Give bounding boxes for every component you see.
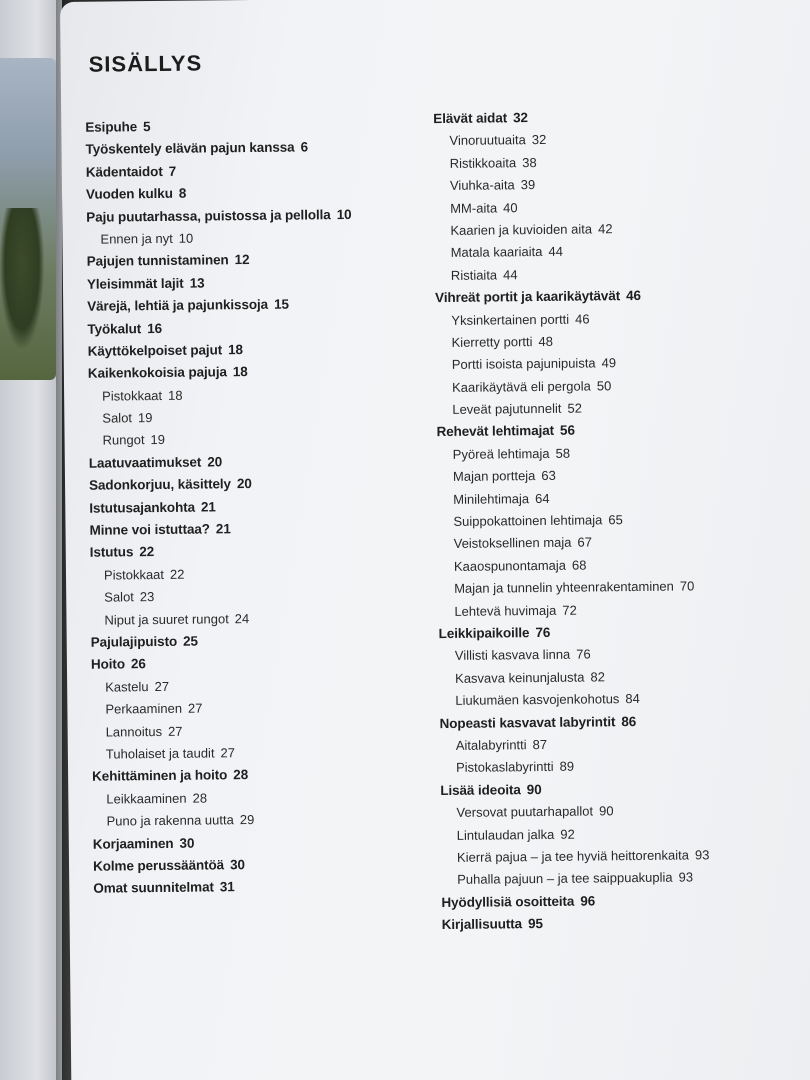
toc-page-number: 18 — [168, 387, 183, 403]
toc-page-number: 86 — [621, 713, 637, 729]
toc-entry-title: Majan portteja — [452, 468, 536, 485]
toc-page-number: 89 — [559, 758, 575, 775]
toc-entry-title: Korjaaminen — [92, 835, 174, 852]
toc-entry — [442, 910, 810, 936]
toc-page-number: 49 — [601, 355, 617, 371]
toc-entry-title: Kirjallisuutta — [441, 916, 523, 933]
toc-entry-title: Kastelu — [105, 678, 149, 695]
toc-page-number: 21 — [200, 499, 216, 515]
contents-page — [60, 0, 810, 1080]
toc-page-number: 22 — [139, 544, 155, 560]
toc-page-number: 67 — [577, 534, 593, 551]
toc-entry-title: Hyödyllisiä osoitteita — [441, 893, 575, 910]
toc-page-number: 76 — [576, 646, 591, 663]
toc-entry-title: Paju puutarhassa, puistossa ja pellolla — [86, 206, 331, 225]
toc-entry — [93, 874, 433, 900]
toc-page-number: 30 — [179, 835, 195, 851]
toc-entry-title: Hoito — [90, 656, 126, 673]
toc-entry-title: Suippokattoinen lehtimaja — [453, 512, 603, 529]
toc-page-number: 6 — [300, 139, 309, 155]
toc-entry-title: Vihreät portit ja kaarikäytävät — [435, 288, 621, 306]
toc-entry-title: Elävät aidat — [433, 110, 508, 127]
page-title: SISÄLLYS — [88, 50, 203, 77]
toc-entry-title: Istutusajankohta — [89, 499, 196, 516]
toc-entry-title: Työkalut — [87, 320, 142, 337]
toc-entry-title: Kaaospunontamaja — [453, 557, 567, 574]
toc-entry-title: Yleisimmät lajit — [86, 275, 184, 292]
toc-page-number: 10 — [178, 230, 194, 246]
toc-entry-title: MM-aita — [450, 199, 498, 216]
toc-page-number: 90 — [599, 803, 614, 819]
toc-page-number: 22 — [169, 566, 185, 582]
toc-page-number: 32 — [531, 132, 547, 148]
toc-entry-title: Rehevät lehtimajat — [436, 423, 555, 440]
toc-entry-title: Nopeasti kasvavat labyrintit — [439, 713, 616, 731]
toc-page-number: 52 — [567, 400, 582, 416]
toc-page-number: 21 — [215, 521, 231, 537]
toc-entry-title: Lannoitus — [105, 723, 163, 740]
toc-entry-title: Laatuvaatimukset — [88, 454, 202, 471]
toc-entry-title: Majan ja tunnelin yhteenrakentaminen — [454, 578, 674, 597]
toc-entry-title: Esipuhe — [85, 119, 138, 135]
toc-right-column — [433, 104, 810, 936]
toc-page-number: 7 — [168, 163, 177, 179]
toc-page-number: 16 — [147, 320, 163, 336]
toc-entry-title: Värejä, lehtiä ja pajunkissoja — [87, 296, 269, 314]
toc-page-number: 63 — [541, 468, 556, 484]
toc-entry-title: Matala kaariaita — [450, 244, 543, 261]
toc-page-number: 87 — [532, 736, 548, 753]
toc-entry-title: Kierretty portti — [451, 333, 533, 350]
toc-page-number: 15 — [273, 296, 289, 312]
toc-page-number: 92 — [560, 826, 575, 842]
toc-page-number: 10 — [336, 206, 352, 222]
toc-page-number: 46 — [626, 288, 642, 304]
toc-entry-title: Puno ja rakenna uutta — [106, 812, 234, 829]
toc-page-number: 76 — [535, 624, 551, 641]
toc-page-number: 27 — [220, 745, 236, 761]
toc-page-number: 70 — [679, 578, 695, 594]
toc-page-number: 23 — [139, 589, 155, 605]
toc-entry-title: Liukumäen kasvojenkohotus — [455, 691, 620, 709]
toc-entry-title: Kolme perussääntöä — [92, 857, 225, 874]
toc-page-number: 65 — [608, 512, 623, 528]
toc-page-number: 48 — [538, 333, 554, 349]
toc-entry-title: Lisää ideoita — [440, 781, 521, 798]
toc-entry-title: Pistokaslabyrintti — [455, 759, 554, 776]
toc-entry-title: Ennen ja nyt — [100, 230, 173, 247]
toc-entry-title: Aitalabyrintti — [455, 737, 527, 753]
toc-page-number: 29 — [239, 812, 255, 828]
toc-entry-title: Kierrä pajua – ja tee hyviä heittorenkaita — [456, 847, 690, 865]
toc-page-number: 93 — [678, 869, 694, 885]
toc-entry-title: Lintulaudan jalka — [456, 826, 555, 843]
toc-page-number: 40 — [503, 199, 518, 215]
toc-page-number: 82 — [590, 669, 606, 685]
toc-entry-title: Kaarikäytävä eli pergola — [451, 378, 591, 395]
toc-page-number: 46 — [575, 310, 590, 327]
toc-entry-title: Pyöreä lehtimaja — [452, 445, 550, 462]
toc-page-number: 39 — [520, 177, 536, 193]
toc-page-number: 5 — [143, 119, 151, 135]
toc-page-number: 44 — [503, 266, 518, 283]
toc-entry-title: Pajujen tunnistaminen — [86, 252, 229, 270]
toc-page-number: 95 — [527, 916, 543, 932]
toc-entry-title: Vinoruutuaita — [449, 132, 526, 149]
toc-entry-title: Yksinkertainen portti — [451, 311, 570, 328]
toc-entry-title: Ristikkoaita — [449, 155, 517, 171]
landscape-photo — [0, 58, 56, 380]
toc-entry-title: Kädentaidot — [85, 163, 163, 180]
toc-entry-title: Pistokkaat — [103, 566, 165, 583]
toc-page-number: 24 — [234, 610, 250, 626]
toc-entry-title: Käyttökelpoiset pajut — [87, 342, 223, 359]
toc-page-number: 25 — [182, 633, 198, 649]
toc-page-number: 27 — [187, 700, 203, 716]
toc-page-number: 64 — [535, 490, 550, 506]
toc-page-number: 50 — [596, 377, 612, 394]
toc-page-number: 28 — [192, 790, 208, 806]
toc-entry-title: Vuoden kulku — [85, 186, 173, 202]
toc-page-number: 42 — [597, 221, 613, 237]
toc-entry-title: Veistoksellinen maja — [453, 535, 572, 552]
toc-entry-title: Lehtevä huvimaja — [454, 602, 557, 619]
toc-entry-title: Tuholaiset ja taudit — [105, 745, 215, 762]
toc-page-number: 20 — [207, 454, 223, 470]
toc-entry-title: Salot — [104, 589, 134, 605]
toc-page-number: 18 — [228, 342, 243, 358]
toc-page-number: 27 — [167, 723, 183, 739]
toc-entry-title: Kaarien ja kuvioiden aita — [450, 221, 593, 238]
left-page-edge — [0, 0, 62, 1080]
toc-entry-title: Perkaaminen — [105, 700, 183, 717]
toc-entry-title: Työskentely elävän pajun kanssa — [85, 139, 295, 158]
toc-entry-title: Kehittäminen ja hoito — [92, 767, 228, 785]
toc-entry-title: Pajulajipuisto — [90, 633, 178, 650]
toc-page-number: 8 — [178, 185, 187, 201]
toc-page-number: 84 — [625, 691, 640, 707]
toc-page-number: 72 — [562, 602, 577, 618]
toc-page-number: 90 — [526, 781, 542, 797]
toc-page-number: 26 — [130, 656, 146, 672]
toc-entry-title: Leikkipaikoille — [438, 625, 530, 642]
toc-page-number: 13 — [189, 275, 205, 291]
toc-page-number: 38 — [522, 154, 537, 170]
toc-entry-title: Leikkaaminen — [106, 790, 187, 807]
toc-entry-title: Niput ja suuret rungot — [104, 610, 229, 628]
toc-entry-title: Kaikenkokoisia pajuja — [87, 364, 227, 382]
toc-page-number: 27 — [154, 678, 170, 694]
toc-entry-title: Puhalla pajuun – ja tee saippuakuplia — [457, 869, 673, 888]
toc-page-number: 32 — [513, 110, 528, 126]
toc-entry-title: Viuhka-aita — [449, 177, 515, 194]
toc-page-number: 19 — [137, 410, 153, 426]
toc-page-number: 30 — [229, 857, 245, 873]
toc-page-number: 19 — [150, 432, 166, 448]
toc-page-number: 44 — [548, 244, 563, 260]
toc-page-number: 12 — [234, 252, 250, 268]
toc-page-number: 96 — [580, 893, 596, 909]
toc-entry-title: Portti isoista pajunipuista — [451, 355, 596, 373]
toc-page-number: 28 — [233, 767, 249, 783]
toc-left-column — [85, 113, 433, 900]
toc-entry-title: Minilehtimaja — [453, 490, 530, 507]
toc-page-number: 58 — [555, 445, 571, 461]
toc-entry-title: Istutus — [89, 544, 134, 561]
toc-page-number: 18 — [232, 364, 248, 380]
toc-page-number: 56 — [559, 423, 575, 439]
toc-entry-title: Pistokkaat — [102, 387, 163, 404]
toc-entry-title: Versovat puutarhapallot — [456, 803, 594, 821]
toc-entry-title: Minne voi istuttaa? — [89, 521, 210, 538]
toc-page-number: 93 — [694, 847, 710, 863]
toc-entry-title: Sadonkorjuu, käsittely — [88, 476, 231, 493]
toc-page-number: 20 — [236, 476, 252, 492]
toc-entry-title: Salot — [102, 410, 133, 426]
toc-page-number: 31 — [219, 879, 235, 895]
toc-entry-title: Villisti kasvava linna — [454, 647, 571, 664]
toc-entry-title: Rungot — [102, 432, 145, 449]
toc-page-number: 68 — [571, 557, 587, 573]
toc-entry-title: Leveät pajutunnelit — [452, 400, 562, 417]
tree-silhouette — [0, 208, 44, 348]
toc-entry-title: Ristiaita — [450, 267, 498, 283]
toc-entry-title: Omat suunnitelmat — [93, 879, 214, 896]
toc-entry-title: Kasvava keinunjalusta — [455, 669, 585, 686]
